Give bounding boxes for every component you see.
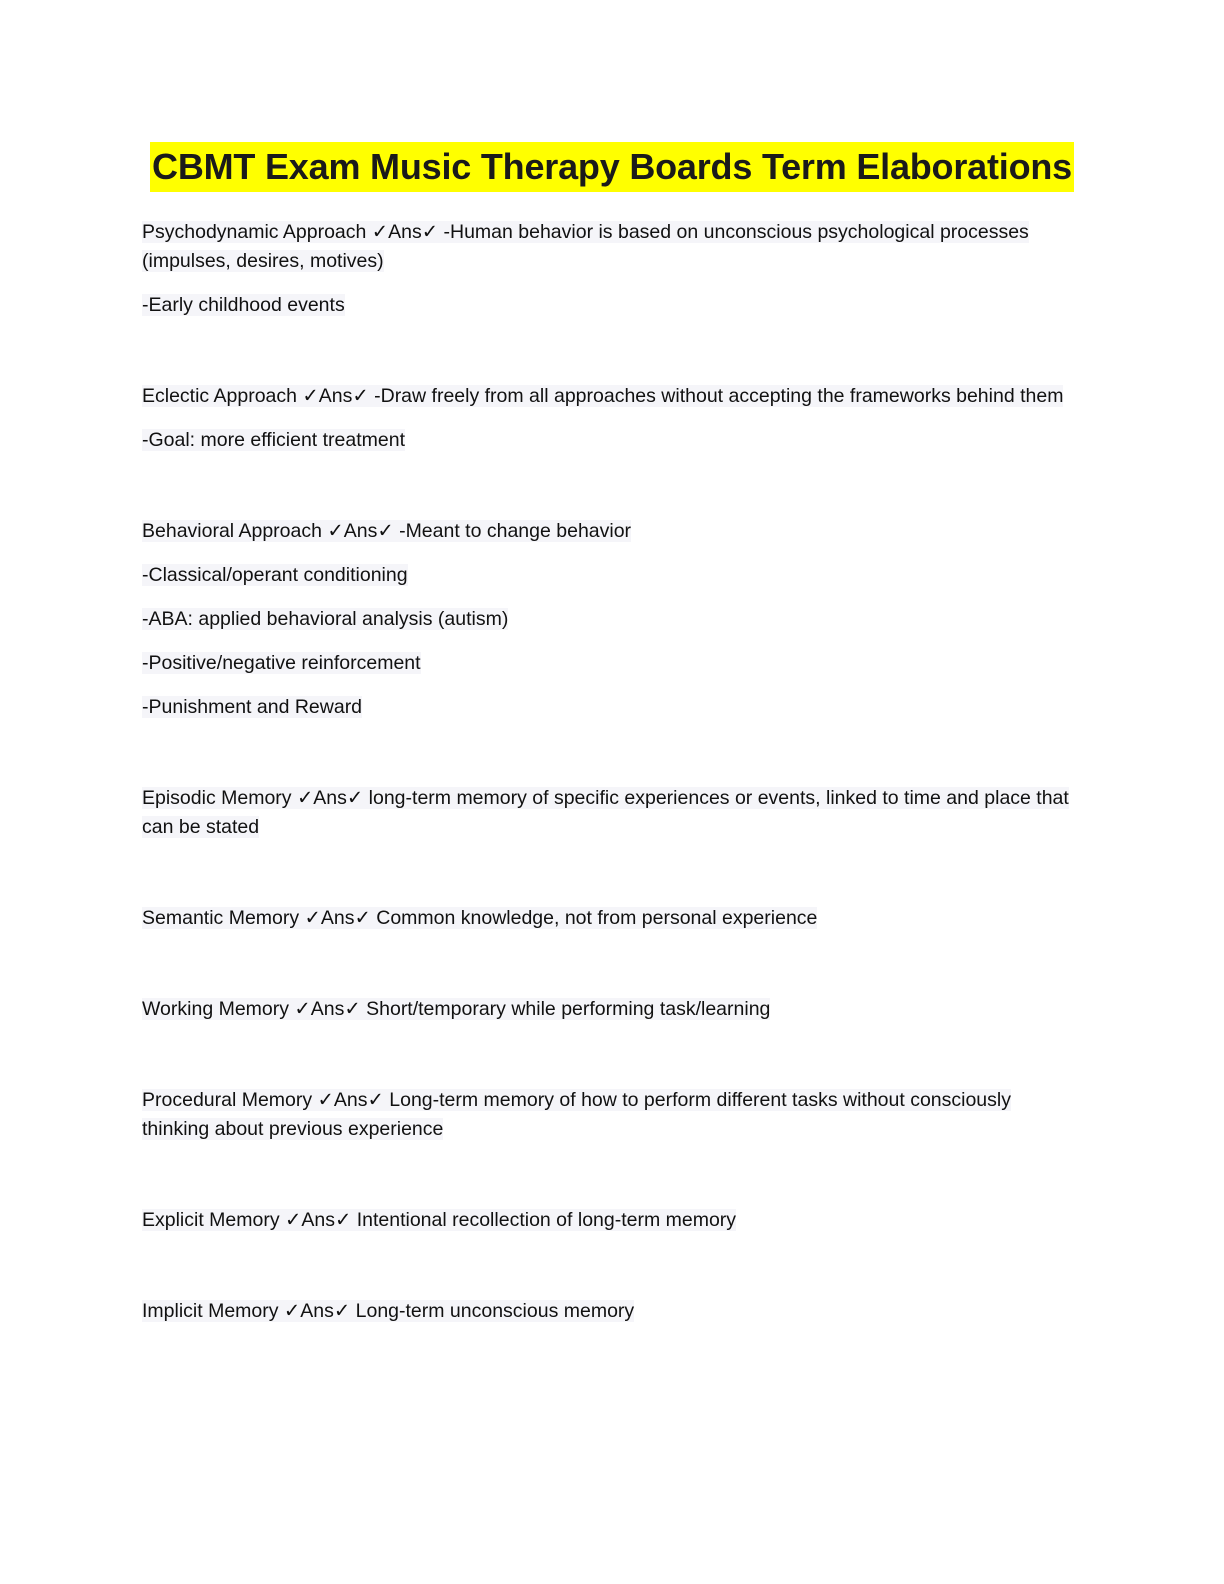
entry-eclectic-approach <box>142 382 1072 455</box>
entry-text: -ABA: applied behavioral analysis (autism) <box>142 608 509 630</box>
entry-semantic-memory <box>142 904 1072 933</box>
entry-text: -Early childhood events <box>142 294 345 316</box>
entry-implicit-memory <box>142 1297 1072 1326</box>
document-content <box>142 218 1072 1341</box>
entry-text: -Classical/operant conditioning <box>142 564 408 586</box>
entry-explicit-memory <box>142 1206 1072 1235</box>
entry-behavioral-approach <box>142 517 1072 722</box>
title-wrap <box>0 142 1224 192</box>
entry-text: Semantic Memory ✓Ans✓ Common knowledge, not from personal experience <box>142 907 818 929</box>
entry-text: Explicit Memory ✓Ans✓ Intentional recollection of long-term memory <box>142 1209 737 1231</box>
entry-working-memory <box>142 995 1072 1024</box>
entry-text: -Goal: more efficient treatment <box>142 429 406 451</box>
entry-text: Behavioral Approach ✓Ans✓ -Meant to change behavior <box>142 520 632 542</box>
entry-episodic-memory <box>142 784 1072 842</box>
entry-text: Implicit Memory ✓Ans✓ Long-term unconscious memory <box>142 1300 635 1322</box>
entry-text: Eclectic Approach ✓Ans✓ -Draw freely from all approaches without accepting the frameworks behind them <box>142 385 1064 407</box>
entry-text: -Positive/negative reinforcement <box>142 652 421 674</box>
entry-text: Procedural Memory ✓Ans✓ Long-term memory of how to perform different tasks without consciously thinking about previous experience <box>142 1089 1011 1140</box>
page-title: CBMT Exam Music Therapy Boards Term Elaborations <box>150 142 1074 192</box>
entry-psychodynamic-approach <box>142 218 1072 320</box>
entry-text: Psychodynamic Approach ✓Ans✓ -Human behavior is based on unconscious psychological processes (impulses, desires, motives) <box>142 221 1029 272</box>
entry-text: -Punishment and Reward <box>142 696 363 718</box>
entry-procedural-memory <box>142 1086 1072 1144</box>
entry-text: Working Memory ✓Ans✓ Short/temporary while performing task/learning <box>142 998 771 1020</box>
entry-text: Episodic Memory ✓Ans✓ long-term memory of specific experiences or events, linked to time and place that can be stated <box>142 787 1069 838</box>
